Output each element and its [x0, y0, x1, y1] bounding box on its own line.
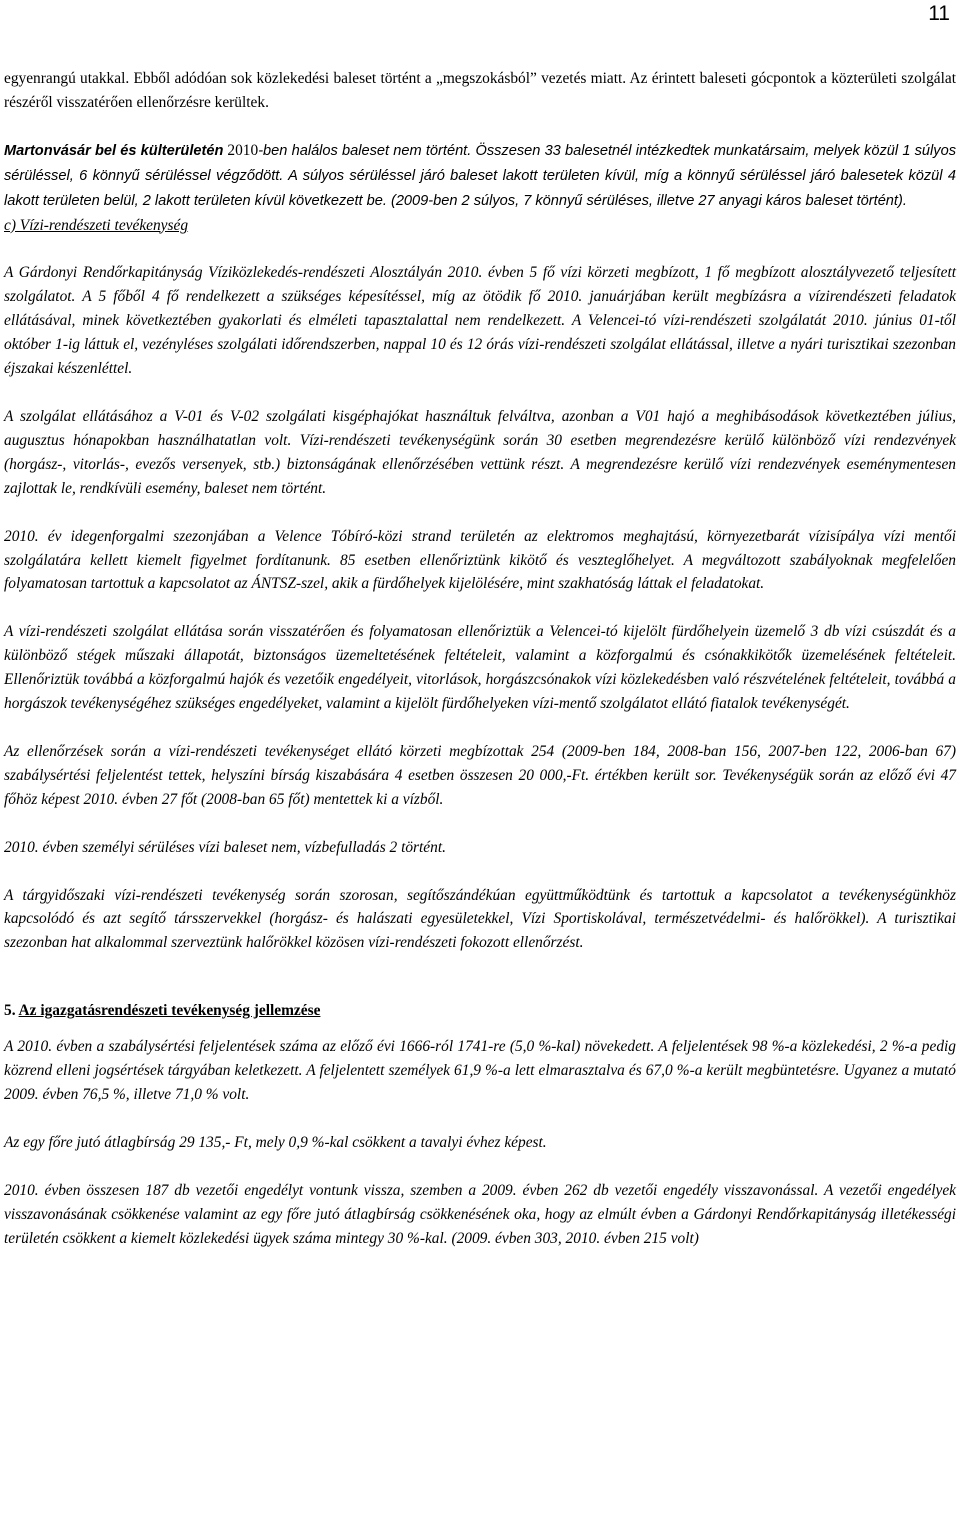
paragraph: Az ellenőrzések során a vízi-rendészeti tevékenységet ellátó körzeti megbízottak 254 (2009-ben 184, 2008-ban 156, 2007-ben 122, 2006-ban 67) szabálysértési feljelentést tettek, helyszíni bírság kiszabására 4 esetben összesen 20 000,-Ft. értékben került sor. Tevékenységük során az előző évi 47 főhöz képest 2010. évben 27 főt (2008-ban 65 főt) mentettek ki a vízből.: [4, 742, 956, 808]
paragraph: A tárgyidőszaki vízi-rendészeti tevékenység során szorosan, segítőszándékúan együttműködtünk és tartottuk a kapcsolatot a tevékenységünkhöz kapcsolódó és azt segítő társszervekkel (horgász- és halászati egyesületekkel, Vízi Sportiskolával, természetvédelmi- és halőrökkel). A turisztikai szezonban hat alkalommal szerveztünk halőrökkel közösen vízi-rendészeti fokozott ellenőrzést.: [4, 886, 956, 952]
section-title: Az igazgatásrendészeti tevékenység jellemzése: [18, 1002, 321, 1020]
subheading-water-policing: c) Vízi-rendészeti tevékenység: [4, 216, 189, 234]
section-number: 5.: [4, 1002, 16, 1020]
paragraph-martonvasar: [4, 139, 956, 214]
paragraph: Az egy főre jutó átlagbírság 29 135,- Ft, mely 0,9 %-kal csökkent a tavalyi évhez képest.: [4, 1133, 547, 1151]
section-heading: [4, 999, 956, 1023]
paragraph: 2010. évben személyi sérüléses vízi baleset nem, vízbefulladás 2 történt.: [4, 838, 446, 856]
paragraph: 2010. év idegenforgalmi szezonjában a Velence Tóbíró-közi strand területén az elektromos meghajtású, környezetbarát vízisípálya vízi mentői szolgálatára kellett kiemelt figyelmet fordítanunk. 85 esetben ellenőriztünk kikötő és veszteglőhelyet. A megváltozott szabályoknak megfelelően folyamatosan tartottuk a kapcsolatot az ÁNTSZ-szel, akik a fürdőhelyek kijelölésére, mint szakhatóság láttak el feladatokat.: [4, 527, 956, 593]
paragraph-lead-bold: Martonvásár bel és külterületén: [4, 142, 224, 159]
paragraph: A szolgálat ellátásához a V-01 és V-02 szolgálati kisgéphajókat használtuk felváltva, azonban a V01 hajó a meghibásodások következtében július, augusztus hónapokban használhatatlan volt. Vízi-rendészeti tevékenységünk során 30 esetben megrendezésre kerülő különböző vízi rendezvények (horgász-, vitorlás-, evezős versenyek, stb.) biztonságának ellenőrzésében vettünk részt. A megrendezésre kerülő vízi rendezvények eseménymentesen zajlottak le, rendkívüli esemény, baleset nem történt.: [4, 407, 956, 497]
document-body: [4, 67, 956, 1275]
paragraph-year: 2010: [223, 141, 259, 159]
page-number: 11: [928, 2, 950, 25]
paragraph: A Gárdonyi Rendőrkapitányság Víziközlekedés-rendészeti Alosztályán 2010. évben 5 fő vízi körzeti megbízott, 1 fő megbízott alosztályvezető teljesített szolgálatot. A 5 főből 4 fő rendelkezett a szükséges képesítéssel, míg az ötödik fő 2010. januárjában került megbízásra a vízirendészeti feladatok ellátásával, minek következtében gyakorlati és elméleti tapasztalattal nem rendelkezett. A Velencei-tó vízi-rendészeti szolgálatát 2010. június 01-től október 1-ig láttuk el, vezényléses szolgálati időrendszerben, nappal 10 és 12 órás vízi-rendészeti szolgálat ellátással, illetve a nyári turisztikai szezonban éjszakai készenléttel.: [4, 264, 956, 378]
paragraph: 2010. évben összesen 187 db vezetői engedélyt vontunk vissza, szemben a 2009. évben 262 db vezetői engedély visszavonással. A vezetői engedélyek visszavonásának csökkenése valamint az egy főre jutó átlagbírság csökkenésének oka, hogy az elmúlt évben a Gárdonyi Rendőrkapitányság illetékességi területén csökkent a kiemelt közlekedési ügyek száma mintegy 30 %-kal. (2009. évben 303, 2010. évben 215 volt): [4, 1181, 956, 1247]
paragraph: A vízi-rendészeti szolgálat ellátása során visszatérően és folyamatosan ellenőriztük a Velencei-tó kijelölt fürdőhelyein üzemelő 3 db vízi csúszdát és a különböző stégek műszaki állapotát, biztonságos üzemeltetésének feltételeit, valamint a közforgalmú és csónakkikötők üzemelésének feltételeit. Ellenőriztük továbbá a közforgalmú hajók és vezetőik engedélyeit, vitorlások, horgászcsónakok vízi közlekedésben való részvételének feltételeit, továbbá a horgászok tevékenységéhez szükséges engedélyeket, valamint a kijelölt fürdőhelyeken vízi-mentő szolgálatot ellátó fiatalok tevékenységét.: [4, 623, 956, 713]
paragraph: A 2010. évben a szabálysértési feljelentések száma az előző évi 1666-ról 1741-re (5,0 %-kal) növekedett. A feljelentések 98 %-a közlekedési, 2 %-a pedig közrend elleni jogsértések tárgyában keletkezett. A feljelentett személyek 61,9 %-a lett elmarasztalva és 67,0 %-a került megbüntetésre. Ugyanez a mutató 2009. évben 76,5 %, illetve 71,0 % volt.: [4, 1038, 956, 1103]
paragraph-text: -ben halálos baleset nem történt. Összesen 33 balesetnél intézkedtek munkatársaim, melyek közül 1 súlyos sérüléssel, 6 könnyű sérüléssel végződött. A súlyos sérüléssel járó baleset lakott területen kívül, míg a könnyű sérüléssel járó balesetek közül 4 lakott területen belül, 2 lakott területen kívül következett be. (2009-ben 2 súlyos, 7 könnyű sérüléses, illetve 27 anyagi káros baleset történt).: [4, 142, 956, 209]
paragraph: egyenrangú utakkal. Ebből adódóan sok közlekedési baleset történt a „megszokásból” vezetés miatt. Az érintett baleseti gócpontok a közterületi szolgálat részéről visszatérően ellenőrzésre kerültek.: [4, 70, 956, 111]
